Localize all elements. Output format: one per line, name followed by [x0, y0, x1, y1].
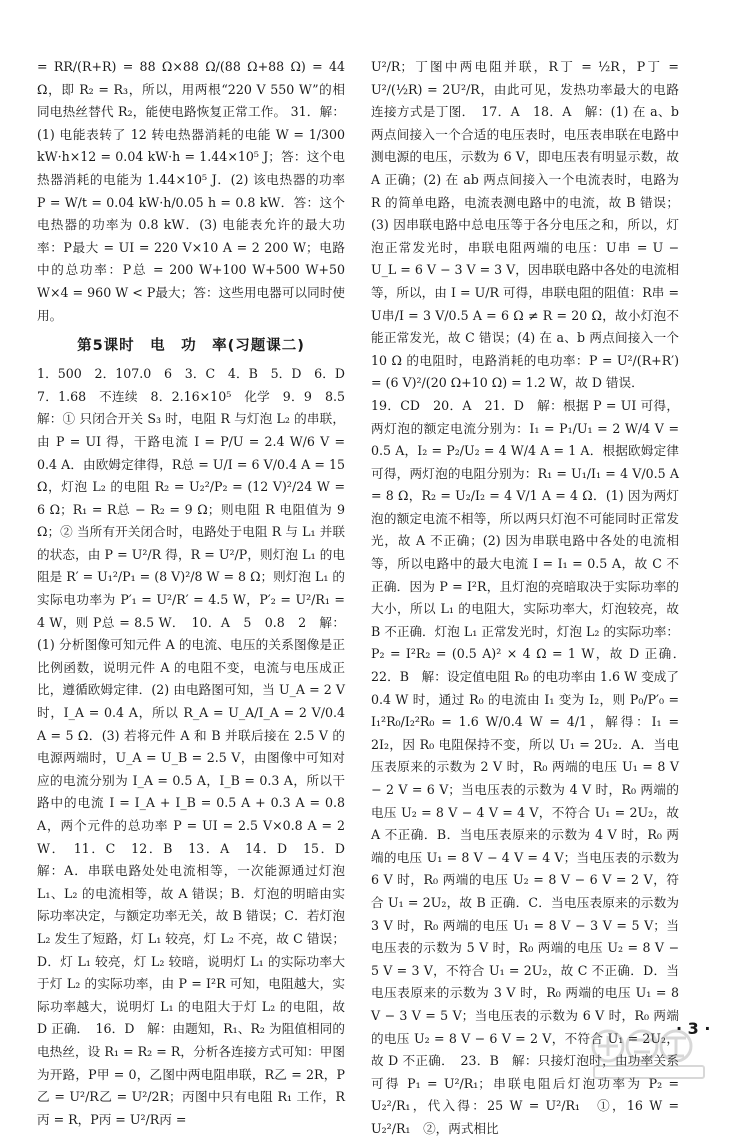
left-paragraph-1: = RR/(R+R) = 88 Ω×88 Ω/(88 Ω+88 Ω) = 44 Ω，即 R₂ = R₃，所以，用两根“220 V 550 W”的相同电热丝替代 R₂，能使电路恢复正常工作。 31．解：(1) 电能表转了 12 转电热器消耗的电能 W = 1/300 kW·h×12 = 0.04 kW·h = 1.44×10⁵ J；答：这个电热器消耗的电能为 1.44×10⁵ J．(2) 该电热器的功率 P = W/t = 0.04 kW·h/0.05 h = 0.8 kW．答：这个电热器的功率为 0.8 kW．(3) 电能表允许的最大功率：P最大 = UI = 220 V×10 A = 2 200 W；电路中的总功率：P总 = 200 W+100 W+500 W+50 W×4 = 960 W < P最大；答：这些用电器可以同时使用。 [37, 59, 345, 323]
watermark-logo-icon [590, 1026, 740, 1082]
right-paragraph-1: U²/R；丁图中两电阻并联，R丁 = ½R，P丁 = U²/(½R) = 2U²/R，由此可见，发热功率最大的电路连接方式是丁图． 17．A 18．A 解：(1) 在 a、b 两点间接入一个合适的电压表时，电压表串联在电路中测电源的电压，示数为 6 V，即电压表有明显示数，故 A 正确；(2) 在 ab 两点间接入一个电流表时，电路为 R 的简单电路，电流表测电路中的电流，故 B 错误；(3) 因串联电路中总电压等于各分电压之和，所以，灯泡正常发光时，串联电阻两端的电压：U串 = U − U_L = 6 V − 3 V = 3 V，因串联电路中各处的电流相等，所以，由 I = U/R 可得，串联电阻的阻值：R串 = U串/I = 3 V/0.5 A = 6 Ω ≠ R = 20 Ω，故小灯泡不能正常发光，故 C 错误；(4) 在 a、b 两点间接入一个 10 Ω 的电阻时，电路消耗的电功率：P = U²/(R+R′) = (6 V)²/(20 Ω+10 Ω) = 1.2 W，故 D 错误． [371, 59, 679, 391]
left-column [37, 56, 358, 1131]
left-paragraph-2: 1．500 2．107.0 6 3．C 4．B 5．D 6．D 7．1.68 不连续 8．2.16×10⁵ 化学 9．9 8.5 解：① 只闭合开关 S₃ 时，电阻 R 与灯泡 L₂ 的串联，由 P = UI 得，干路电流 I = P/U = 2.4 W/6 V = 0.4 A．由欧姆定律得，R总 = U/I = 6 V/0.4 A = 15 Ω，灯泡 L₂ 的电阻 R₂ = U₂²/P₂ = (12 V)²/24 W = 6 Ω；R₁ = R总 − R₂ = 9 Ω；则电阻 R 电阻值为 9 Ω；② 当所有开关闭合时，电路处于电阻 R 与 L₁ 并联的状态，由 P = U²/R 得，R = U²/P，则灯泡 L₁ 的电阻是 R′ = U₁²/P₁ = (8 V)²/8 W = 8 Ω；则灯泡 L₁ 的实际电功率为 P′₁ = U²/R′ = 4.5 W，P′₂ = U²/R₁ = 4 W，则 P总 = 8.5 W． 10．A 5 0.8 2 解：(1) 分析图像可知元件 A 的电流、电压的关系图像是正比例函数，说明元件 A 的电阻不变，电流与电压成正比，遵循欧姆定律．(2) 由电路图可知，当 U_A = 2 V 时，I_A = 0.4 A，所以 R_A = U_A/I_A = 2 V/0.4 A = 5 Ω．(3) 若将元件 A 和 B 并联后接在 2.5 V 的电源两端时，U_A = U_B = 2.5 V，由图像中可知对应的电流分别为 I_A = 0.5 A，I_B = 0.3 A，所以干路中的电流 I = I_A + I_B = 0.5 A + 0.3 A = 0.8 A，两个元件的总功率 P = UI = 2.5 V×0.8 A = 2 W． 11．C 12．B 13．A 14．D 15．D 解：A．串联电路处处电流相等，一次能源通过灯泡 L₁、L₂ 的电流相等，故 A 错误；B．灯泡的明暗由实际功率决定，与额定功率无关，故 B 错误；C．若灯泡 L₂ 发生了短路，灯 L₁ 较亮，灯 L₂ 不亮，故 C 错误；D．灯 L₁ 较亮，灯 L₂ 较暗，说明灯 L₁ 的实际功率大于灯 L₂ 的实际功率，由 P = I²R 可知，电阻越大，实际功率越大，说明灯 L₁ 的电阻大于灯 L₂ 的电阻，故 D 正确． 16．D 解：由题知，R₁、R₂ 为阻值相同的电热丝，设 R₁ = R₂ = R，分析各连接方式可知：甲图为开路，P甲 = 0，乙图中两电阻串联，R乙 = 2R，P乙 = U²/R乙 = U²/2R；丙图中只有电阻 R₁ 工作，R丙 = R，P丙 = U²/R丙 = [37, 366, 358, 1127]
right-paragraph-2: 19．CD 20．A 21．D 解：根据 P = UI 可得，两灯泡的额定电流分别为：I₁ = P₁/U₁ = 2 W/4 V = 0.5 A，I₂ = P₂/U₂ = 4 W/4 A = 1 A．根据欧姆定律可得，两灯泡的电阻分别为：R₁ = U₁/I₁ = 4 V/0.5 A = 8 Ω，R₂ = U₂/I₂ = 4 V/1 A = 4 Ω．(1) 因为两灯泡的额定电流不相等，所以两只灯泡不可能同时正常发光，故 A 不正确；(2) 因为串联电路中各处的电流相等，所以电路中的最大电流 I = I₁ = 0.5 A，故 C 不正确．因为 P = I²R，且灯泡的亮暗取决于实际功率的大小，所以 L₁ 的电阻大，实际功率大，灯泡较亮，故 B 不正确．灯泡 L₁ 正常发光时，灯泡 L₂ 的实际功率：P₂ = I²R₂ = (0.5 A)² × 4 Ω = 1 W，故 D 正确． 22．B 解：设定值电阻 R₀ 的电功率由 1.6 W 变成了 0.4 W 时，通过 R₀ 的电流由 I₁ 变为 I₂，则 P₀/P′₀ = I₁²R₀/I₂²R₀ = 1.6 W/0.4 W = 4/1，解得：I₁ = 2I₂，因 R₀ 电阻保持不变，所以 U₁ = 2U₂．A．当电压表原来的示数为 2 V 时，R₀ 两端的电压 U₁ = 8 V − 2 V = 6 V；当电压表的示数为 4 V 时，R₀ 两端的电压 U₂ = 8 V − 4 V = 4 V，不符合 U₁ = 2U₂，故 A 不正确．B．当电压表原来的示数为 4 V 时，R₀ 两端的电压 U₁ = 8 V − 4 V = 4 V；当电压表的示数为 6 V 时，R₀ 两端的电压 U₂ = 8 V − 6 V = 2 V，符合 U₁ = 2U₂，故 B 正确．C．当电压表原来的示数为 3 V 时，R₀ 两端的电压 U₁ = 8 V − 3 V = 5 V；当电压表的示数为 5 V 时，R₀ 两端的电压 U₂ = 8 V − 5 V = 3 V，不符合 U₁ = 2U₂，故 C 不正确．D．当电压表原来的示数为 3 V 时，R₀ 两端的电压 U₁ = 8 V − 3 V = 5 V；当电压表的示数为 6 V 时，R₀ 两端的电压 U₂ = 8 V − 6 V = 2 V，不符合 U₁ = 2U₂，故 D 不正确． 23．B 解：只接灯泡时，由功率关系可得 P₁ = U²/R₁；串联电阻后灯泡功率为 P₂ = U₂²/R₁，代入得：25 W = U²/R₁ ①，16 W = U₂²/R₁ ②，两式相比 [371, 397, 692, 1136]
page-number: · 3 · [676, 1019, 711, 1038]
right-column [371, 56, 692, 1141]
section-title: 第5课时 电 功 率(习题课二) [77, 338, 305, 355]
watermark-logo [590, 1026, 740, 1082]
